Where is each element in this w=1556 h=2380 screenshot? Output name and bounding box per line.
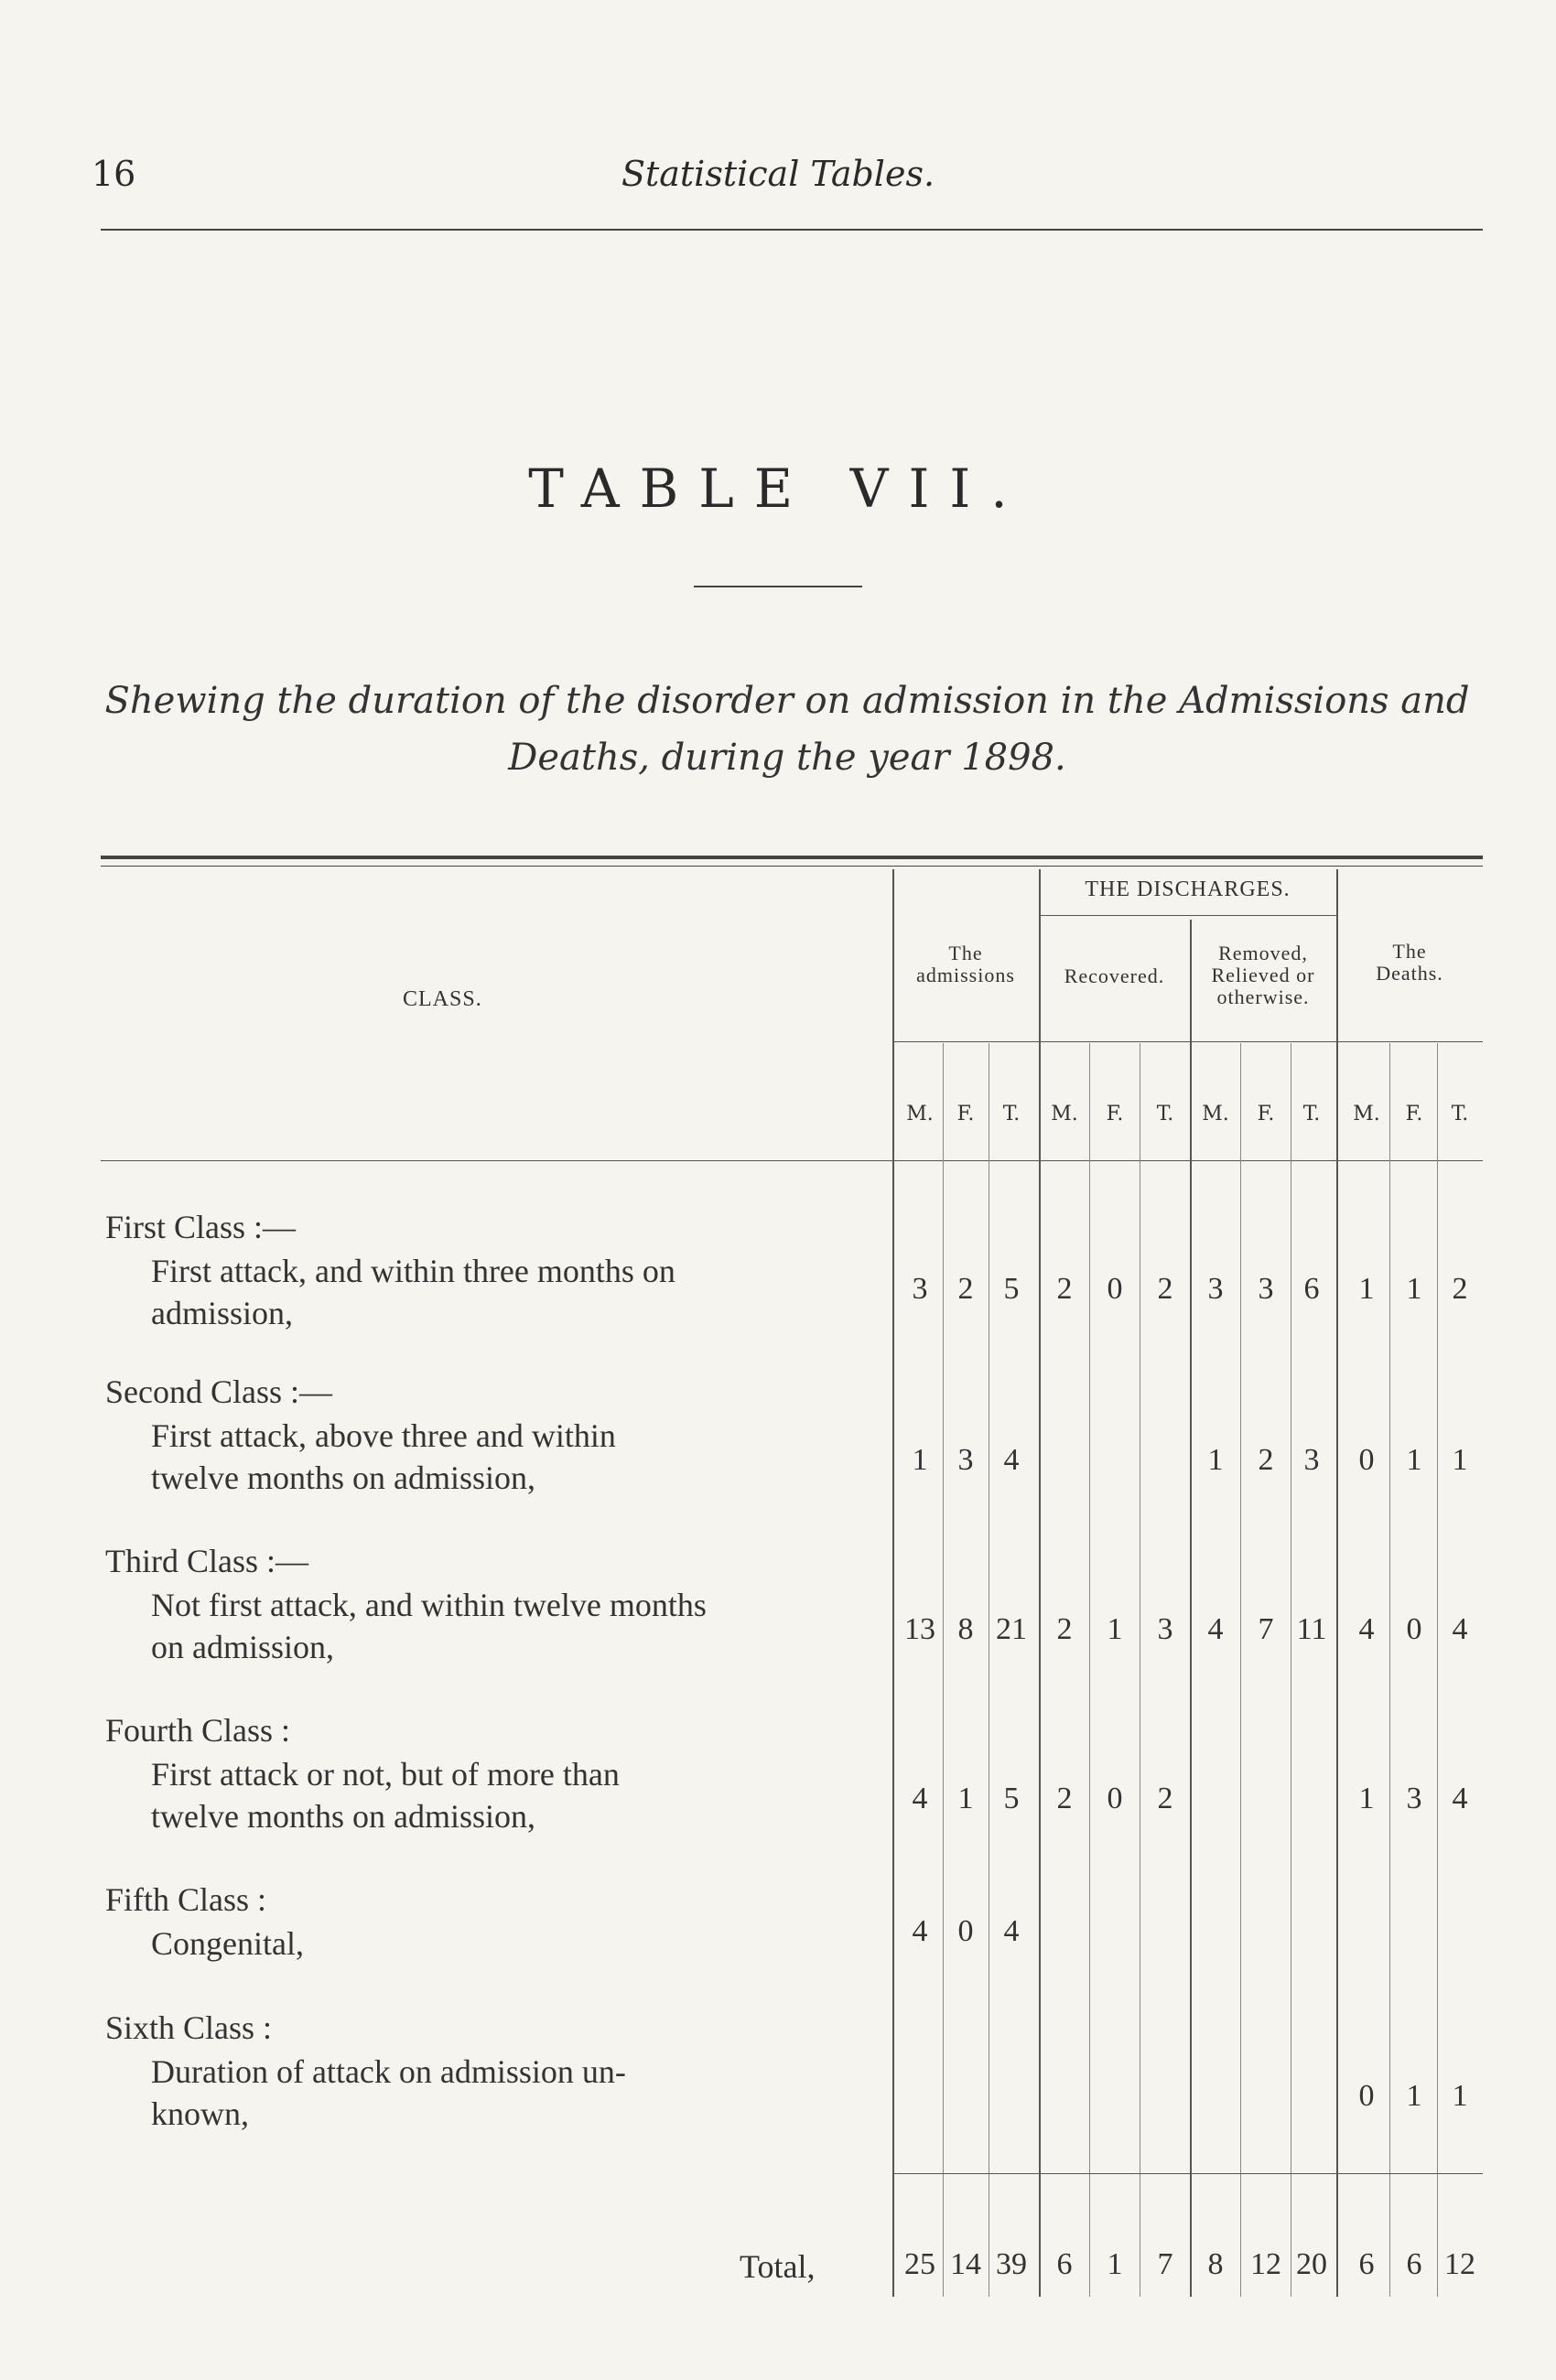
title-rule [694,586,862,587]
cell-value: 5 [1003,1782,1020,1815]
total-rule [892,2173,1483,2174]
cell-value: 1 [1358,1272,1375,1306]
cell-value: 0 [1406,1612,1422,1646]
subcolumn-header: M. [1202,1103,1229,1125]
cell-value: 4 [1452,1612,1468,1646]
header-rule [101,229,1483,231]
cell-value: 13 [904,1612,935,1646]
cell-value: 0 [1358,2079,1375,2113]
total-value: 25 [904,2247,935,2281]
cell-value: 3 [1207,1272,1224,1306]
class-title: Third Class :— [105,1543,308,1579]
cell-value: 1 [912,1443,928,1477]
cell-value: 1 [1406,1272,1422,1306]
cell-value: 3 [957,1443,974,1477]
subtitle-line-1: Shewing the duration of the disorder on admission in the Admissions and [104,680,1470,722]
cell-value: 0 [1107,1272,1123,1306]
column-separator [1190,920,1192,2297]
class-description [151,1250,883,1334]
cell-value: 4 [1003,1443,1020,1477]
subtitle-line-2: Deaths, during the year 1898. [508,737,1066,779]
description-line: Duration of attack on admission un- [151,2053,626,2090]
cell-value: 4 [1207,1612,1224,1646]
subcolumn-rule [1240,1043,1241,2297]
column-separator [1336,869,1338,2297]
cell-value: 0 [1358,1443,1375,1477]
total-value: 6 [1056,2247,1073,2281]
total-value: 8 [1207,2247,1224,2281]
class-description [151,1753,883,1837]
subcolumn-header: T. [1002,1103,1021,1125]
cell-value: 2 [1157,1782,1173,1815]
total-label: Total, [740,2248,816,2285]
subcolumn-header: F. [956,1103,975,1125]
cell-value: 1 [1107,1612,1123,1646]
class-description [151,1922,883,1965]
subcolumn-header: T. [1451,1103,1469,1125]
cell-value: 3 [912,1272,928,1306]
removed-header-line: Removed, [1218,942,1308,964]
total-value: 6 [1358,2247,1375,2281]
column-separator [1039,869,1041,2297]
cell-value: 4 [1003,1914,1020,1948]
admissions-group-header [892,942,1039,986]
recovered-header-line: Recovered. [1064,964,1165,987]
cell-value: 2 [1056,1782,1073,1815]
subheader-underline [101,1160,1483,1161]
table-subtitle [92,673,1483,786]
subcolumn-header: F. [1257,1103,1275,1125]
subcolumn-header: T. [1156,1103,1174,1125]
cell-value: 21 [996,1612,1027,1646]
total-value: 7 [1157,2247,1173,2281]
cell-value: 0 [1107,1782,1123,1815]
class-description [151,2051,883,2135]
description-line: on admission, [151,1629,335,1665]
total-value: 39 [996,2247,1027,2281]
total-value: 12 [1250,2247,1281,2281]
class-title: Fourth Class : [105,1712,291,1749]
cell-value: 2 [1258,1443,1274,1477]
deaths-group-header [1336,941,1483,985]
cell-value: 1 [1452,2079,1468,2113]
cell-value: 1 [1406,1443,1422,1477]
running-head: Statistical Tables. [621,154,935,194]
class-description [151,1415,883,1499]
cell-value: 2 [1056,1612,1073,1646]
description-line: admission, [151,1295,294,1331]
group-header-underline [892,1041,1483,1042]
cell-value: 4 [912,1914,928,1948]
subcolumn-header: M. [1051,1103,1078,1125]
recovered-group-header [1039,965,1190,987]
cell-value: 7 [1258,1612,1274,1646]
cell-value: 4 [1358,1612,1375,1646]
cell-value: 11 [1296,1612,1327,1646]
description-line: First attack, above three and within [151,1417,616,1454]
table-top-rule [101,856,1483,859]
discharges-header: THE DISCHARGES. [1085,878,1291,901]
removed-group-header [1190,942,1336,1008]
description-line: twelve months on admission, [151,1459,535,1496]
subcolumn-header: M. [1353,1103,1380,1125]
deaths-header-line: The [1392,940,1427,963]
class-title: First Class :— [105,1209,297,1245]
cell-value: 1 [1406,2079,1422,2113]
cell-value: 3 [1303,1443,1320,1477]
subcolumn-header: M. [906,1103,934,1125]
cell-value: 2 [1056,1272,1073,1306]
cell-value: 4 [1452,1782,1468,1815]
subcolumn-rule [943,1043,944,2297]
description-line: known, [151,2095,249,2132]
description-line: Congenital, [151,1925,304,1962]
class-title: Fifth Class : [105,1881,267,1918]
subcolumn-rule [1089,1043,1090,2297]
class-title: Sixth Class : [105,2009,273,2046]
cell-value: 1 [1207,1443,1224,1477]
removed-header-line: Relieved or [1211,964,1315,986]
discharges-underline [1039,915,1336,916]
total-value: 14 [950,2247,981,2281]
subcolumn-header: T. [1302,1103,1321,1125]
total-value: 6 [1406,2247,1422,2281]
cell-value: 0 [957,1914,974,1948]
cell-value: 1 [1358,1782,1375,1815]
subcolumn-header: F. [1106,1103,1124,1125]
cell-value: 3 [1157,1612,1173,1646]
cell-value: 2 [1157,1272,1173,1306]
admissions-header-line: The [948,942,983,964]
cell-value: 2 [957,1272,974,1306]
description-line: First attack or not, but of more than [151,1756,620,1793]
description-line: Not first attack, and within twelve months [151,1587,707,1623]
total-value: 1 [1107,2247,1123,2281]
deaths-header-line: Deaths. [1376,962,1443,985]
removed-header-line: otherwise. [1216,985,1310,1008]
cell-value: 1 [957,1782,974,1815]
subcolumn-header: F. [1405,1103,1423,1125]
cell-value: 3 [1258,1272,1274,1306]
cell-value: 8 [957,1612,974,1646]
total-value: 12 [1444,2247,1475,2281]
cell-value: 1 [1452,1443,1468,1477]
total-value: 20 [1296,2247,1327,2281]
cell-value: 3 [1406,1782,1422,1815]
class-title: Second Class :— [105,1373,332,1410]
class-description [151,1584,883,1668]
description-line: First attack, and within three months on [151,1253,675,1289]
cell-value: 5 [1003,1272,1020,1306]
table-title: TABLE VII. [528,458,1028,520]
cell-value: 2 [1452,1272,1468,1306]
column-separator [892,869,894,2297]
page-number: 16 [92,154,136,194]
class-header: CLASS. [403,987,482,1011]
cell-value: 4 [912,1782,928,1815]
table-top-rule-thin [101,866,1483,867]
description-line: twelve months on admission, [151,1798,535,1835]
admissions-header-line: admissions [916,964,1015,986]
cell-value: 6 [1303,1272,1320,1306]
